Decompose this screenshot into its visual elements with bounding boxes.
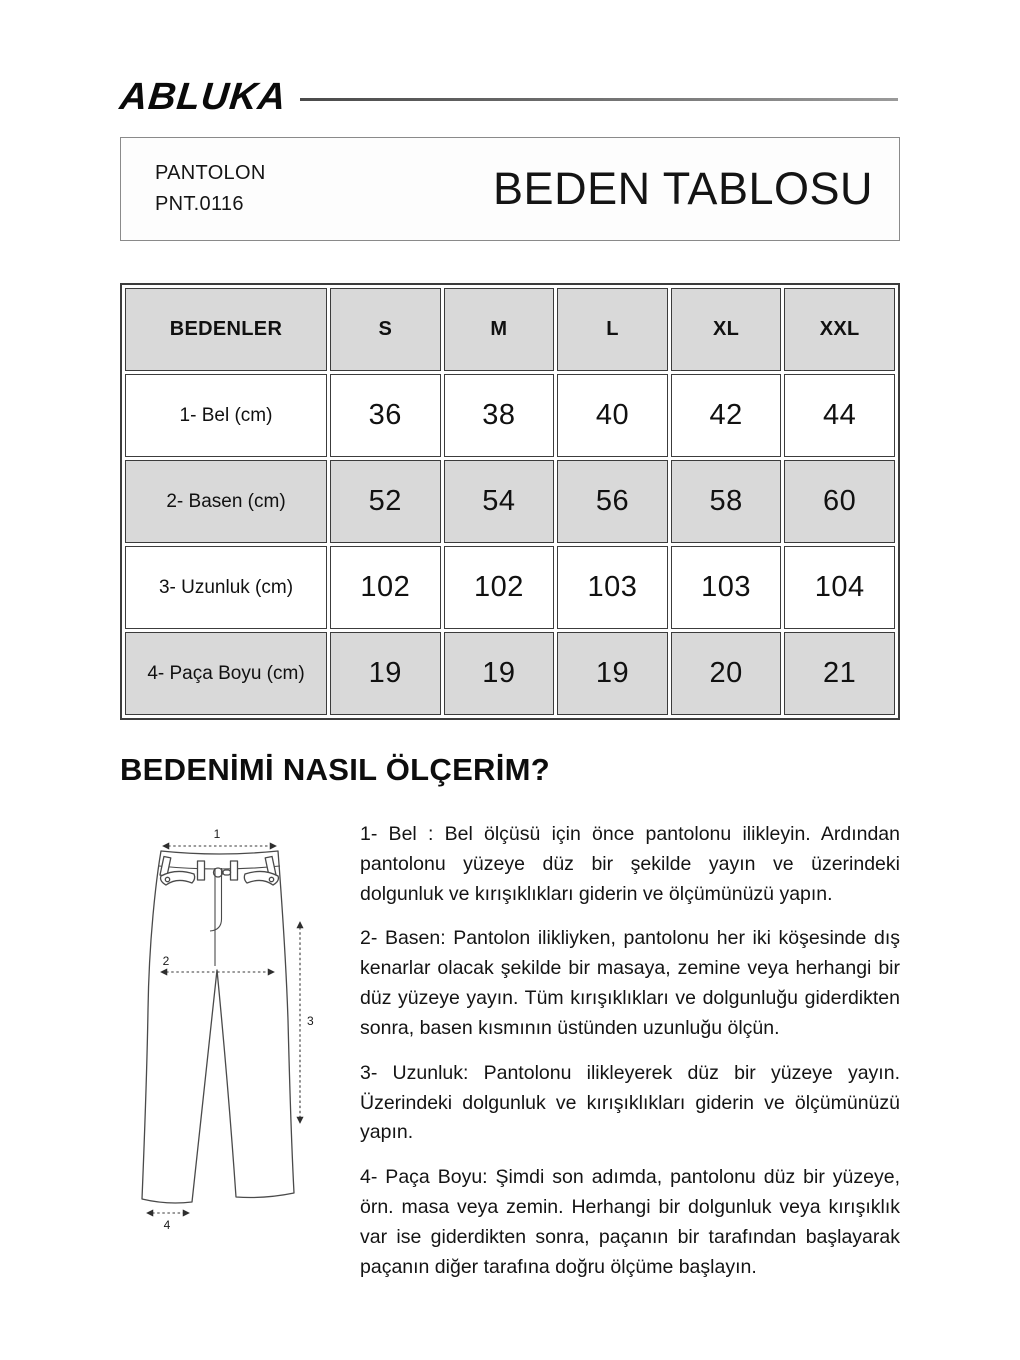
belt-loop-icon: [198, 861, 205, 880]
brand-header: [117, 76, 898, 119]
column-header-xxl: XXL: [784, 288, 895, 371]
row-label-uzunluk: 3- Uzunluk (cm): [125, 546, 327, 629]
title-card: [120, 137, 900, 241]
column-header-xl: XL: [671, 288, 782, 371]
size-value: 104: [784, 546, 895, 629]
row-label-paca-boyu: 4- Paça Boyu (cm): [125, 632, 327, 715]
left-pocket-rivet-icon: [165, 877, 169, 881]
size-value: 60: [784, 460, 895, 543]
diagram-label-waist: 1: [213, 827, 221, 841]
product-code: PNT.0116: [155, 193, 244, 215]
product-info: [155, 158, 266, 220]
section-heading: BEDENİMİ NASIL ÖLÇERİM?: [120, 752, 551, 787]
header-divider-line: [300, 98, 898, 101]
instruction-step-uzunluk: 3- Uzunluk: Pantolonu ilikleyerek düz bir yüzeye yayın. Üzerindeki dolgunluk ve kırışıklıkları giderin ve ölçümünüzü yapın.: [360, 1061, 900, 1144]
column-header-bedenler: BEDENLER: [125, 288, 327, 371]
size-value: 54: [444, 460, 555, 543]
product-type: PANTOLON: [155, 162, 266, 184]
size-value: 42: [671, 374, 782, 457]
buttonhole-icon: [223, 870, 231, 875]
size-value: 36: [330, 374, 441, 457]
size-value: 52: [330, 460, 441, 543]
size-value: 38: [444, 374, 555, 457]
size-value: 102: [444, 546, 555, 629]
pants-diagram-figure: [95, 820, 335, 1240]
size-value: 20: [671, 632, 782, 715]
instruction-step-paca-boyu: 4- Paça Boyu: Şimdi son adımda, pantolonu düz bir yüzeye, örn. masa veya zemin. Herhangi bir dolgunluk veya kırışıklık var ise giderdikten sonra, paçanın bir tarafından başlayarak paçanın diğer tarafına doğru ölçüme başlayın.: [360, 1166, 900, 1278]
page-title: BEDEN TABLOSU: [493, 163, 873, 214]
diagram-label-length: 3: [307, 1014, 314, 1028]
pants-outline: [142, 851, 294, 1203]
instruction-steps: [360, 820, 900, 1298]
instruction-step-bel: 1- Bel : Bel ölçüsü için önce pantolonu ilikleyin. Ardından pantolonu yüzeye düz bir şekilde yayın ve üzerindeki dolgunluk ve kırışıklıkları giderin ve ölçümünüzü yapın.: [360, 823, 900, 905]
pants-diagram: [95, 820, 335, 1240]
row-label-bel: 1- Bel (cm): [125, 374, 327, 457]
table-row-paca-boyu: [125, 632, 895, 715]
row-label-basen: 2- Basen (cm): [125, 460, 327, 543]
diagram-label-hip: 2: [162, 954, 170, 968]
measure-guide-section: [95, 820, 900, 1298]
right-pocket-rivet-icon: [269, 877, 273, 881]
brand-logo: ABLUKA: [117, 76, 289, 118]
column-header-l: L: [557, 288, 668, 371]
table-row-bel: [125, 374, 895, 457]
size-table-header-row: [125, 288, 895, 371]
size-value: 19: [330, 632, 441, 715]
table-row-basen: [125, 460, 895, 543]
size-value: 19: [444, 632, 555, 715]
column-header-m: M: [444, 288, 555, 371]
instruction-step-basen: 2- Basen: Pantolon ilikliyken, pantolonu her iki köşesinde dış kenarlar olacak şekilde bir masaya, zemine veya herhangi bir düz yüzeye yayın. Tüm kırışıklıkları ve dolgunluğu giderdikten sonra, basen kısmının üstünden uzunluğu ölçün.: [360, 927, 900, 1039]
size-value: 102: [330, 546, 441, 629]
size-value: 44: [784, 374, 895, 457]
size-value: 56: [557, 460, 668, 543]
size-value: 103: [671, 546, 782, 629]
size-value: 58: [671, 460, 782, 543]
size-value: 103: [557, 546, 668, 629]
column-header-s: S: [330, 288, 441, 371]
size-value: 21: [784, 632, 895, 715]
size-table: [120, 283, 900, 720]
diagram-label-hem: 4: [163, 1218, 171, 1232]
size-value: 40: [557, 374, 668, 457]
size-value: 19: [557, 632, 668, 715]
table-row-uzunluk: [125, 546, 895, 629]
belt-loop-icon: [231, 861, 238, 880]
